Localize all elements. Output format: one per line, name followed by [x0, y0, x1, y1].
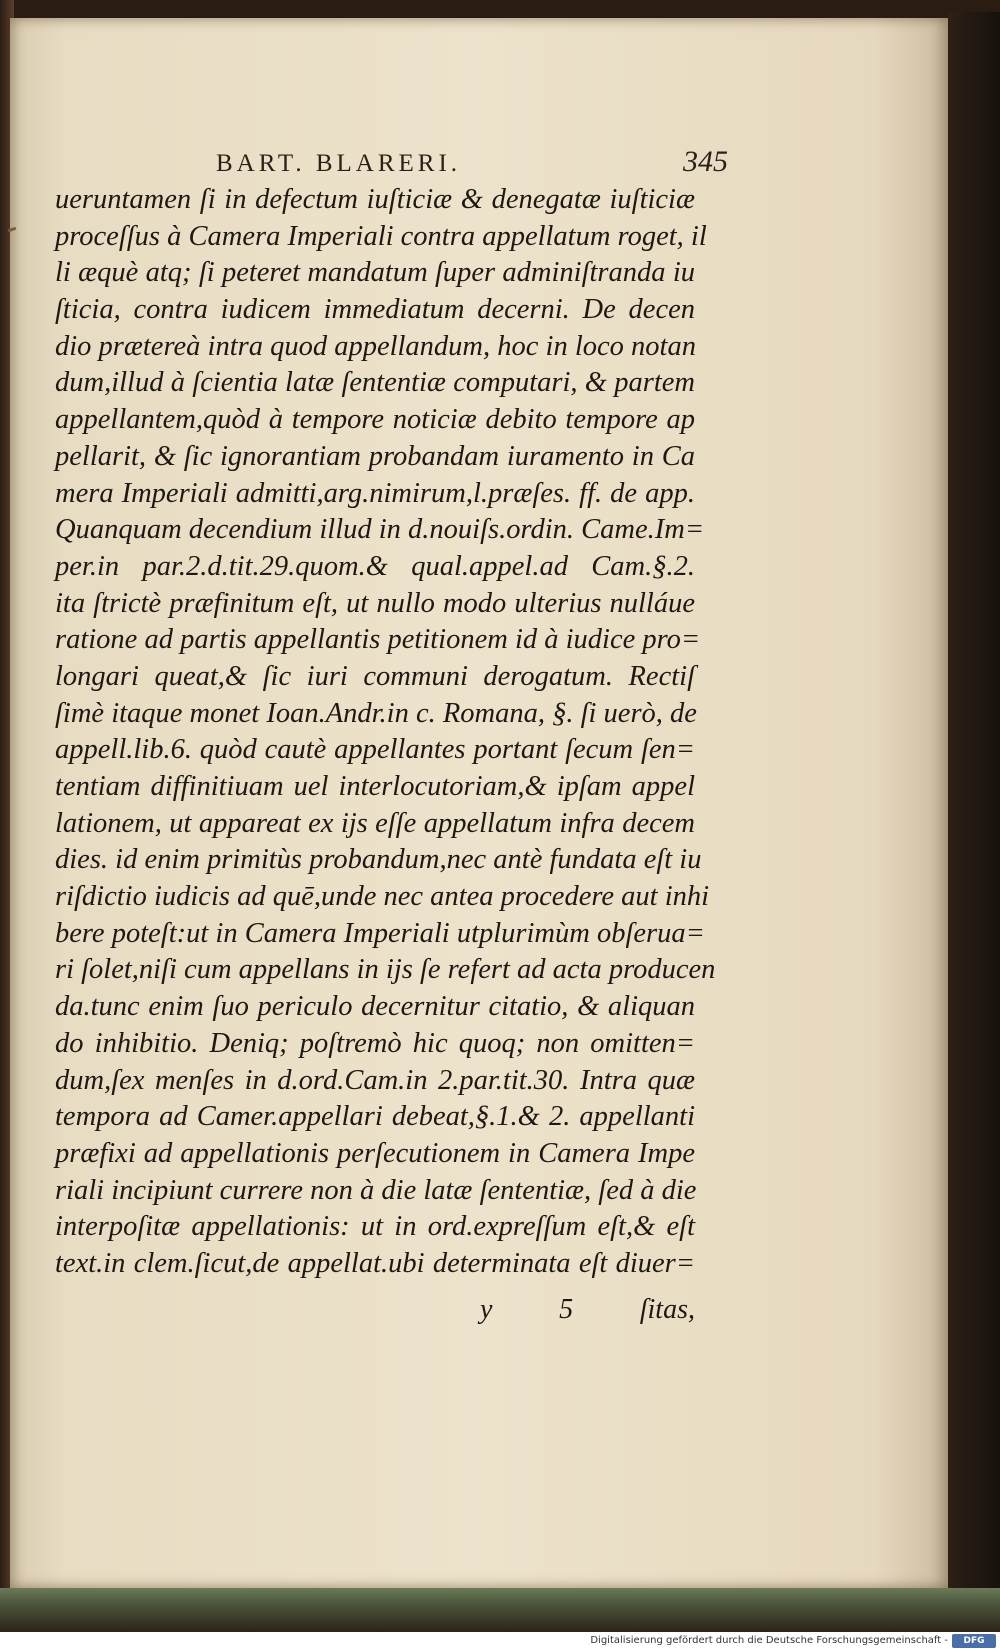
- text-line: dies. id enim primitùs probandum,nec antè fundata eſt iu: [55, 844, 702, 876]
- text-line: dum,illud à ſcientia latæ ſententiæ computari, & partem: [55, 367, 695, 399]
- text-line: riali incipiunt currere non à die latæ ſententiæ, ſed à die: [55, 1174, 697, 1206]
- text-line: per.in par.2.d.tit.29.quom.& qual.appel.ad Cam.§.2.: [55, 550, 695, 582]
- text-line: lationem, ut appareat ex ijs eſſe appellatum infra decem: [55, 807, 695, 839]
- text-line: dum,ſex menſes in d.ord.Cam.in 2.par.tit.30. Intra quæ: [55, 1064, 695, 1096]
- page-number: 345: [683, 145, 728, 178]
- running-head: [216, 145, 728, 179]
- signature-number: 5: [559, 1294, 574, 1325]
- book-fore-edge: [948, 12, 1000, 1632]
- dfg-logo: DFG: [952, 1634, 996, 1648]
- text-line: præfixi ad appellationis perſecutionem in Camera Impe: [55, 1137, 695, 1169]
- catchline: [480, 1294, 695, 1326]
- text-line: longari queat,& ſic iuri communi derogatum. Rectiſ: [55, 660, 695, 692]
- text-line: pellarit, & ſic ignorantiam probandam iuramento in Ca: [55, 440, 695, 472]
- footer-bar: [0, 1632, 1000, 1652]
- text-line: ſticia, contra iudicem immediatum decerni. De decen: [55, 294, 695, 326]
- text-line: ſimè itaque monet Ioan.Andr.in c. Romana, §. ſi uerò, de: [55, 697, 697, 729]
- text-line: interpoſitæ appellationis: ut in ord.expreſſum eſt,& eſt: [55, 1211, 695, 1243]
- running-title: BART. BLARERI.: [216, 150, 462, 177]
- text-line: ueruntamen ſi in defectum iuſticiæ & denegatæ iuſticiæ: [55, 184, 695, 215]
- catchword: ſitas,: [639, 1294, 695, 1325]
- text-line: ri ſolet,niſi cum appellans in ijs ſe refert ad acta producen: [55, 954, 716, 986]
- text-line: ratione ad partis appellantis petitionem id à iudice pro=: [55, 624, 701, 656]
- book-top-edge: [0, 0, 1000, 18]
- text-line: ita ſtrictè præfinitum eſt, ut nullo modo ulterius nulláue: [55, 587, 695, 619]
- text-line: appellantem,quòd à tempore noticiæ debito tempore ap: [55, 404, 695, 436]
- footer-credit: Digitalisierung gefördert durch die Deutsche Forschungsgemeinschaft -: [590, 1635, 948, 1646]
- text-line: riſdictio iudicis ad quē,unde nec antea procedere aut inhi: [55, 881, 710, 913]
- text-line: Quanquam decendium illud in d.nouiſs.ordin. Came.Im=: [55, 514, 705, 546]
- text-line: mera Imperiali admitti,arg.nimirum,l.præſes. ff. de app.: [55, 477, 695, 509]
- text-line: tempora ad Camer.appellari debeat,§.1.& 2. appellanti: [55, 1101, 695, 1133]
- text-line: bere poteſt:ut in Camera Imperiali utplurimùm obſerua=: [55, 917, 705, 949]
- text-line: do inhibitio. Deniq; poſtremò hic quoq; non omitten=: [55, 1027, 695, 1059]
- text-line: proceſſus à Camera Imperiali contra appellatum roget, il: [55, 220, 707, 252]
- text-line: dio prætereà intra quod appellandum, hoc in loco notan: [55, 330, 696, 362]
- text-line: appell.lib.6. quòd cautè appellantes portant ſecum ſen=: [55, 734, 695, 766]
- body-text: [55, 182, 716, 1283]
- text-line: li æquè atq; ſi peteret mandatum ſuper adminiſtranda iu: [55, 257, 695, 289]
- text-line: da.tunc enim ſuo periculo decernitur citatio, & aliquan: [55, 991, 695, 1023]
- text-line: text.in clem.ſicut,de appellat.ubi determinata eſt diuer=: [55, 1247, 695, 1279]
- book-bottom-edge: [0, 1588, 1000, 1632]
- signature-letter: y: [480, 1294, 493, 1325]
- text-line: tentiam diffinitiuam uel interlocutoriam,& ipſam appel: [55, 771, 695, 802]
